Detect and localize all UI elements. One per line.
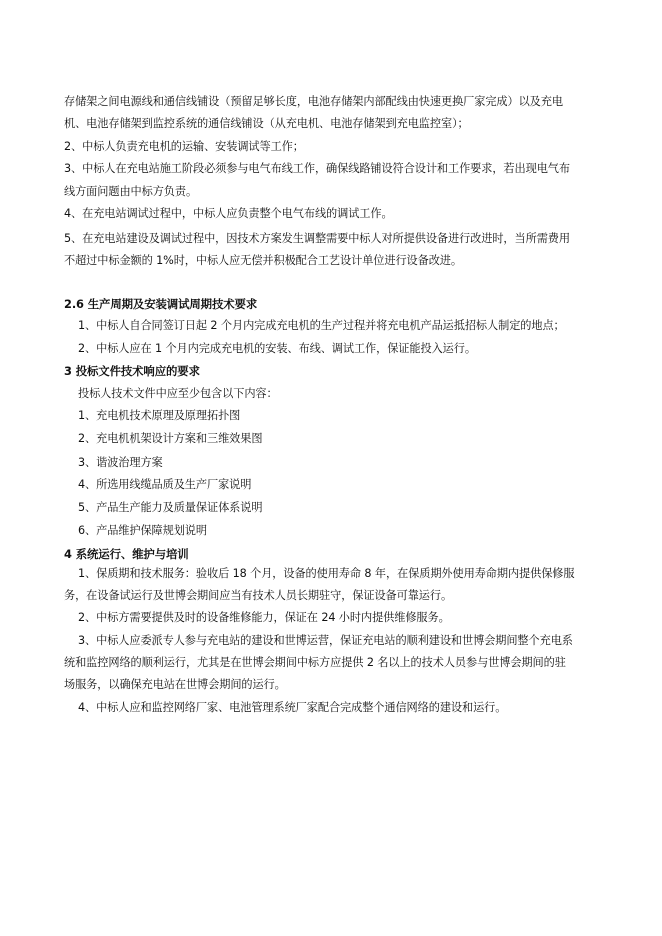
list-item: 2、中标人应在 1 个月内完成充电机的安装、布线、调试工作，保证能投入运行。 — [78, 342, 476, 355]
body-line: 场服务，以确保充电站在世博会期间的运行。 — [64, 678, 286, 691]
list-item: 3、谐波治理方案 — [78, 456, 163, 469]
list-item: 5、产品生产能力及质量保证体系说明 — [78, 501, 263, 514]
list-item: 4、所选用线缆品质及生产厂家说明 — [78, 478, 252, 491]
section-heading: 3 投标文件技术响应的要求 — [64, 364, 200, 378]
body-line: 机、电池存储架到监控系统的通信线铺设（从充电机、电池存储架到充电监控室）； — [64, 117, 469, 130]
body-line: 存储架之间电源线和通信线铺设（预留足够长度，电池存储架内部配线由快速更换厂家完成）以及充电 — [64, 95, 563, 108]
list-item: 2、充电机机架设计方案和三维效果图 — [78, 432, 263, 445]
body-line: 3、中标人应委派专人参与充电站的建设和世博运营，保证充电站的顺利建设和世博会期间整个充电系 — [78, 634, 573, 647]
body-line: 2、中标人负责充电机的运输、安装调试等工作； — [64, 140, 304, 153]
list-item: 6、产品维护保障规划说明 — [78, 524, 207, 537]
body-line: 4、在充电站调试过程中，中标人应负责整个电气布线的调试工作。 — [64, 207, 393, 220]
section-heading: 2.6 生产周期及安装调试周期技术要求 — [64, 297, 258, 311]
body-line: 线方面问题由中标方负责。 — [64, 185, 198, 198]
body-line: 不超过中标金额的 1%时，中标人应无偿并积极配合工艺设计单位进行设备改进。 — [64, 254, 462, 267]
body-line: 5、在充电站建设及调试过程中，因技术方案发生调整需要中标人对所提供设备进行改进时，当所需费用 — [64, 232, 570, 245]
body-line: 务，在设备试运行及世博会期间应当有技术人员长期驻守，保证设备可靠运行。 — [64, 589, 453, 602]
body-line: 统和监控网络的顺利运行，尤其是在世博会期间中标方应提供 2 名以上的技术人员参与世博会期间的驻 — [64, 656, 566, 669]
body-line: 1、保质期和技术服务：验收后 18 个月，设备的使用寿命 8 年，在保质期外使用寿命期内提供保修服 — [78, 567, 575, 580]
list-item: 1、中标人自合同签订日起 2 个月内完成充电机的生产过程并将充电机产品运抵招标人制定的地点； — [78, 319, 565, 332]
section-intro: 投标人技术文件中应至少包含以下内容： — [78, 387, 278, 400]
list-item: 1、充电机技术原理及原理拓扑图 — [78, 409, 241, 422]
body-line: 3、中标人在充电站施工阶段必须参与电气布线工作，确保线路铺设符合设计和工作要求，若出现电气布 — [64, 162, 570, 175]
body-line: 4、中标人应和监控网络厂家、电池管理系统厂家配合完成整个通信网络的建设和运行。 — [78, 701, 507, 714]
section-heading: 4 系统运行、维护与培训 — [64, 547, 189, 561]
body-line: 2、中标方需要提供及时的设备维修能力，保证在 24 小时内提供维修服务。 — [78, 611, 450, 624]
